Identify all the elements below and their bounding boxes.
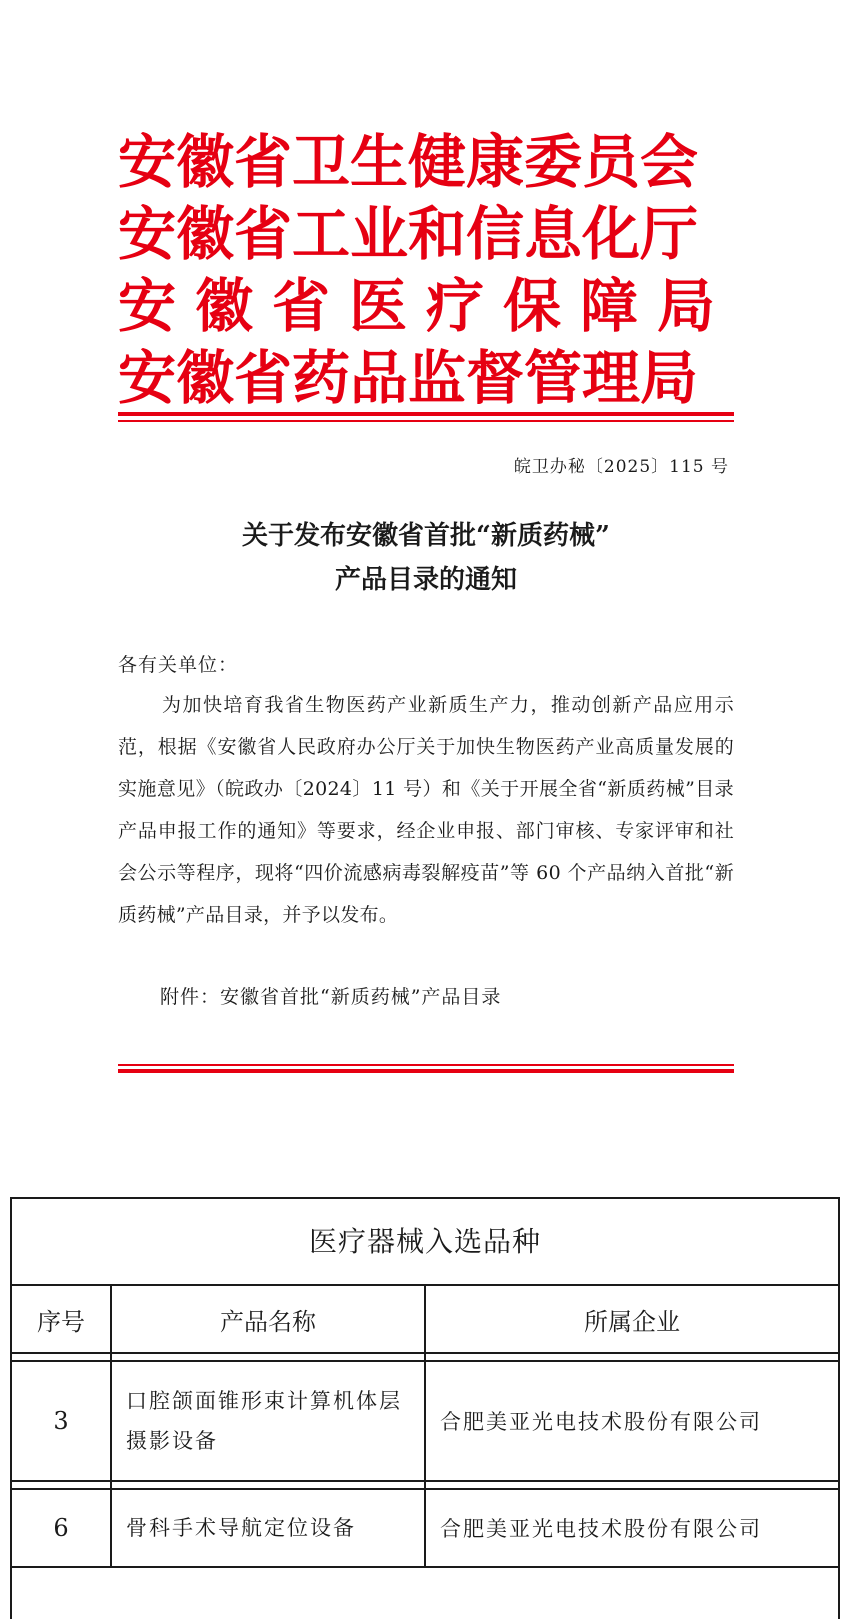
header-product-name: 产品名称 bbox=[112, 1286, 426, 1352]
issuer-block bbox=[118, 126, 734, 414]
row-product-name: 口腔颌面锥形束计算机体层摄影设备 bbox=[112, 1362, 426, 1480]
gap-cell bbox=[112, 1482, 426, 1488]
gap-cell bbox=[426, 1354, 838, 1360]
table-row-gap bbox=[12, 1354, 838, 1362]
header-number: 序号 bbox=[12, 1286, 112, 1352]
table-row bbox=[12, 1490, 838, 1568]
document-title-line-2: 产品目录的通知 bbox=[334, 565, 517, 595]
product-table bbox=[10, 1197, 840, 1619]
row-company: 合肥美亚光电技术股份有限公司 bbox=[440, 1517, 762, 1541]
gap-cell bbox=[112, 1354, 426, 1360]
body-paragraph: 为加快培育我省生物医药产业新质生产力，推动创新产品应用示范，根据《安徽省人民政府办公厅关于加快生物医药产业高质量发展的实施意见》（皖政办〔2024〕11 号）和《关于开展全省“新质药械”目录产品申报工作的通知》等要求，经企业申报、部门审核、专家评审和社会公示等程序，现将“四价流感病毒裂解疫苗”等 60 个产品纳入首批“新质药械”产品目录，并予以发布。 bbox=[118, 694, 734, 926]
table-caption: 医疗器械入选品种 bbox=[12, 1199, 838, 1286]
row-product-name: 骨科手术导航定位设备 bbox=[112, 1490, 426, 1566]
issuer-line-3: 安徽省医疗保障局 bbox=[118, 272, 735, 340]
gap-cell bbox=[12, 1482, 112, 1488]
red-divider-thick-top bbox=[118, 412, 734, 416]
table-row-gap bbox=[12, 1482, 838, 1490]
table-row bbox=[12, 1362, 838, 1482]
row-number: 6 bbox=[12, 1490, 112, 1566]
document-title-line-1: 关于发布安徽省首批“新质药械” bbox=[242, 521, 610, 551]
document-number: 皖卫办秘〔2025〕115 号 bbox=[513, 457, 729, 477]
red-divider-thin-top bbox=[118, 420, 734, 422]
issuer-line-2: 安徽省工业和信息化厅 bbox=[118, 200, 699, 268]
gap-cell bbox=[12, 1354, 112, 1360]
gap-cell bbox=[426, 1482, 838, 1488]
row-company: 合肥美亚光电技术股份有限公司 bbox=[440, 1410, 762, 1434]
issuer-line-1: 安徽省卫生健康委员会 bbox=[118, 128, 699, 196]
red-divider-thick-bottom bbox=[118, 1069, 734, 1073]
red-divider-thin-bottom bbox=[118, 1064, 734, 1066]
row-number: 3 bbox=[12, 1362, 112, 1480]
attachment-note: 附件：安徽省首批“新质药械”产品目录 bbox=[160, 986, 502, 1008]
issuer-line-4: 安徽省药品监督管理局 bbox=[118, 344, 699, 412]
table-header-row bbox=[12, 1286, 838, 1354]
document-title bbox=[118, 514, 734, 602]
header-company: 所属企业 bbox=[584, 1307, 680, 1336]
salutation: 各有关单位： bbox=[118, 654, 239, 676]
